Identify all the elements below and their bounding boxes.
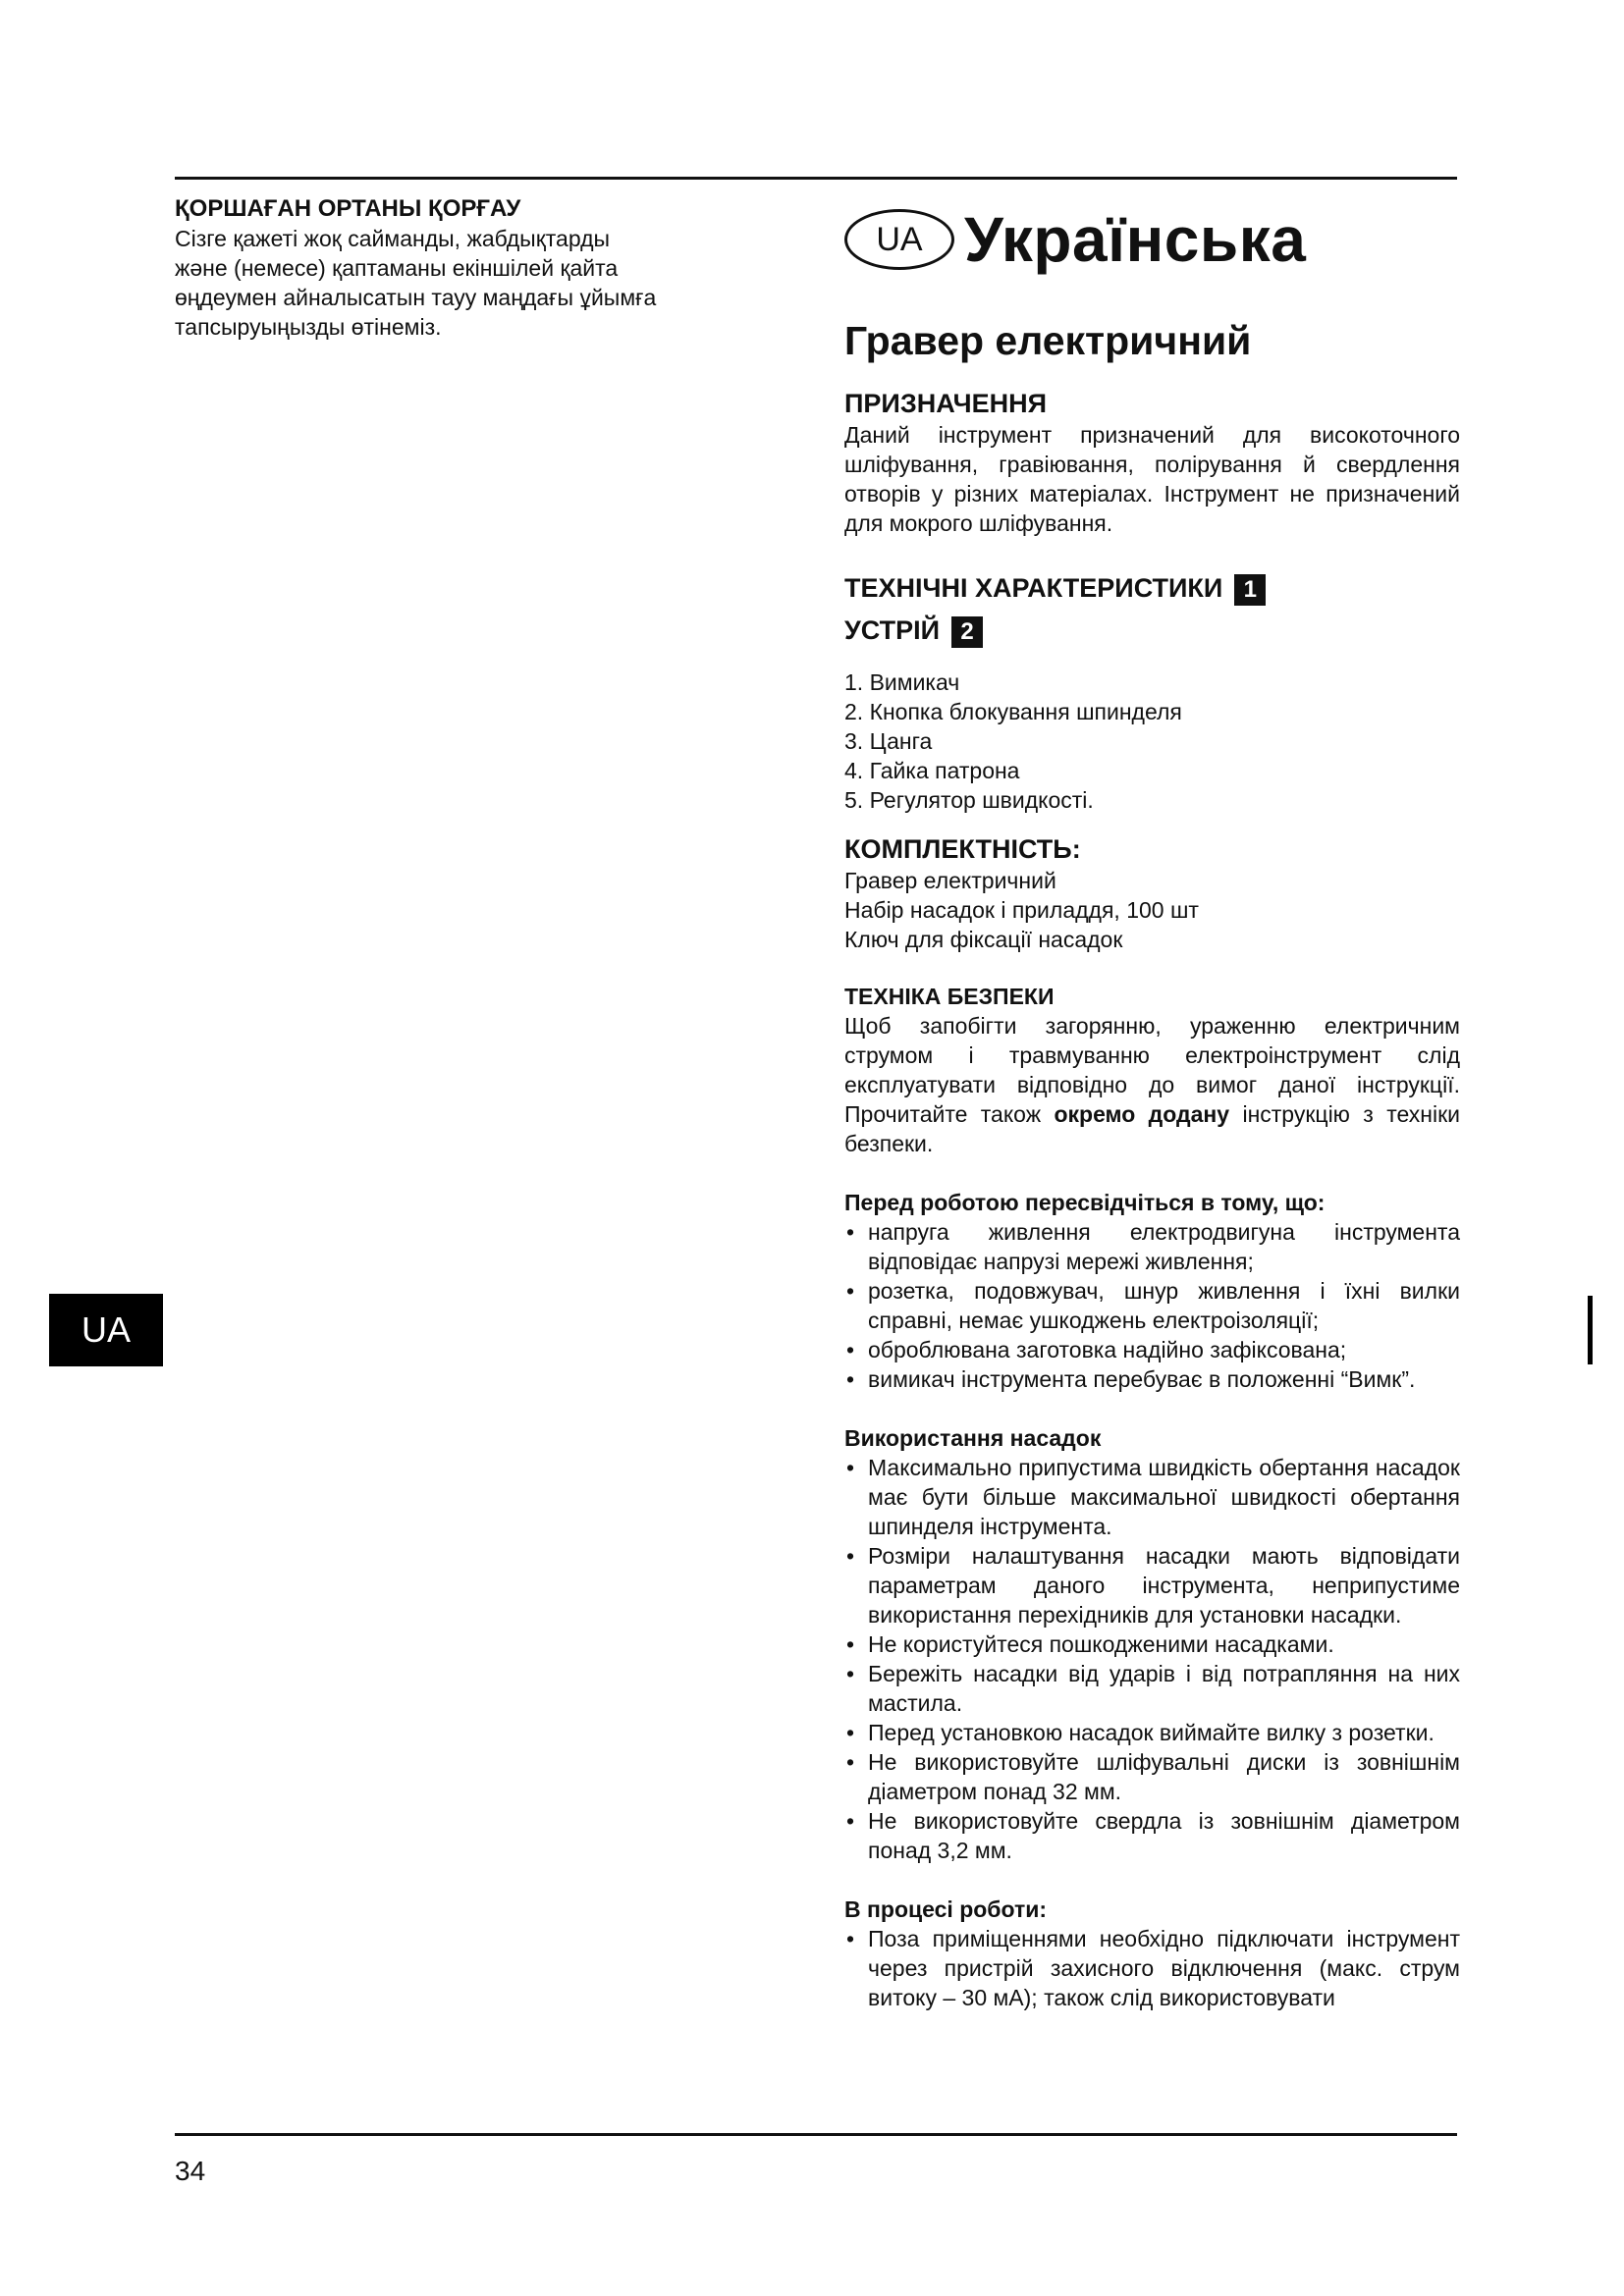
device-parts-list <box>844 667 1460 815</box>
before-work-heading: Перед роботою пересвідчіться в тому, що: <box>844 1189 1326 1215</box>
list-item: • розетка, подовжувач, шнур живлення і їхні вилки справні, немає ушкоджень електроізоляції; <box>844 1276 1460 1335</box>
specs-section <box>844 571 1460 606</box>
environment-heading: ҚОРШАҒАН ОРТАНЫ ҚОРҒАУ <box>175 195 521 222</box>
before-work-section <box>844 1188 1460 1394</box>
bottom-rule <box>175 2133 1457 2136</box>
list-item: 3. Цанга <box>844 727 933 754</box>
list-item: • Не використовуйте шліфувальні диски із зовнішнім діаметром понад 32 мм. <box>844 1747 1460 1806</box>
list-item: • вимикач інструмента перебуває в положенні “Вимк”. <box>844 1364 1460 1394</box>
before-work-list <box>844 1217 1460 1394</box>
list-item: • напруга живлення електродвигуна інструмента відповідає напрузі мережі живлення; <box>844 1217 1460 1276</box>
page-number: 34 <box>175 2156 206 2186</box>
specs-heading <box>844 571 1460 606</box>
device-section <box>844 614 1460 815</box>
side-language-tab: UA <box>49 1294 163 1366</box>
device-heading <box>844 614 1460 648</box>
figure-2-badge: 2 <box>951 616 983 648</box>
list-item: • Перед установкою насадок виймайте вилку з розетки. <box>844 1718 1460 1747</box>
environment-line: өңдеумен айналысатын тауу маңдағы ұйымға <box>175 285 657 310</box>
figure-1-badge: 1 <box>1234 574 1266 606</box>
safety-text <box>844 1011 1460 1158</box>
safety-text-bold: окремо додану <box>1054 1100 1230 1127</box>
kit-section <box>844 832 1460 954</box>
list-item: • Поза приміщеннями необхідно підключати інструмент через пристрій захисного відключення (макс. струм витоку – 30 мА); також слід використовувати <box>844 1924 1460 2012</box>
safety-text-part: Щоб запобігти загорянню, ураженню електричним струмом і травмуванню електроінструмент слід експлуатувати відповідно до вимог даної інструкції. Прочитайте також <box>844 1012 1460 1127</box>
language-header <box>844 192 1460 287</box>
list-item: 1. Вимикач <box>844 668 960 695</box>
kit-item: Ключ для фіксації насадок <box>844 926 1123 952</box>
attachments-heading: Використання насадок <box>844 1424 1102 1451</box>
kit-item: Гравер електричний <box>844 867 1056 893</box>
safety-heading: ТЕХНІКА БЕЗПЕКИ <box>844 983 1055 1009</box>
device-heading-text: УСТРІЙ <box>844 614 941 645</box>
right-column <box>844 192 1460 2012</box>
during-work-heading: В процесі роботи: <box>844 1896 1048 1922</box>
purpose-text: Даний інструмент призначений для високоточного шліфування, гравіювання, полірування й свердлення отворів у різних матеріалах. Інструмент не призначений для мокрого шліфування. <box>844 422 1460 536</box>
side-marker-bar <box>1588 1296 1593 1364</box>
list-item: 2. Кнопка блокування шпинделя <box>844 698 1182 724</box>
list-item: • Бережіть насадки від ударів і від потрапляння на них мастила. <box>844 1659 1460 1718</box>
list-item: • Не використовуйте свердла із зовнішнім діаметром понад 3,2 мм. <box>844 1806 1460 1865</box>
environment-line: және (немесе) қаптаманы екіншілей қайта <box>175 255 619 281</box>
list-item: 4. Гайка патрона <box>844 757 1020 783</box>
purpose-heading: ПРИЗНАЧЕННЯ <box>844 389 1048 418</box>
during-work-list <box>844 1924 1460 2012</box>
language-badge: UA <box>844 209 954 270</box>
kit-item: Набір насадок і приладдя, 100 шт <box>844 896 1199 923</box>
attachments-list <box>844 1453 1460 1865</box>
language-title: Українська <box>964 204 1307 275</box>
list-item: • Не користуйтеся пошкодженими насадками. <box>844 1629 1460 1659</box>
list-item: • Максимально припустима швидкість обертання насадок має бути більше максимальної швидкості обертання шпинделя інструмента. <box>844 1453 1460 1541</box>
attachments-section <box>844 1423 1460 1865</box>
kit-heading: КОМПЛЕКТНІСТЬ: <box>844 833 1081 864</box>
top-rule <box>175 177 1457 180</box>
list-item: • оброблювана заготовка надійно зафіксована; <box>844 1335 1460 1364</box>
list-item: 5. Регулятор швидкості. <box>844 786 1094 813</box>
purpose-section <box>844 387 1460 538</box>
environment-line: тапсыруыңызды өтінеміз. <box>175 314 442 340</box>
safety-section <box>844 982 1460 1158</box>
environment-line: Сізге қажеті жоқ сайманды, жабдықтарды <box>175 226 611 251</box>
list-item: • Розміри налаштування насадки мають відповідати параметрам даного інструмента, неприпустиме використання перехідників для установки насадки. <box>844 1541 1460 1629</box>
safety-text-part: інструкцію з техніки безпеки. <box>844 1100 1460 1156</box>
document-title: Гравер електричний <box>844 318 1252 363</box>
during-work-section <box>844 1895 1460 2012</box>
specs-heading-text: ТЕХНІЧНІ ХАРАКТЕРИСТИКИ <box>844 573 1223 603</box>
left-column <box>175 194 734 342</box>
